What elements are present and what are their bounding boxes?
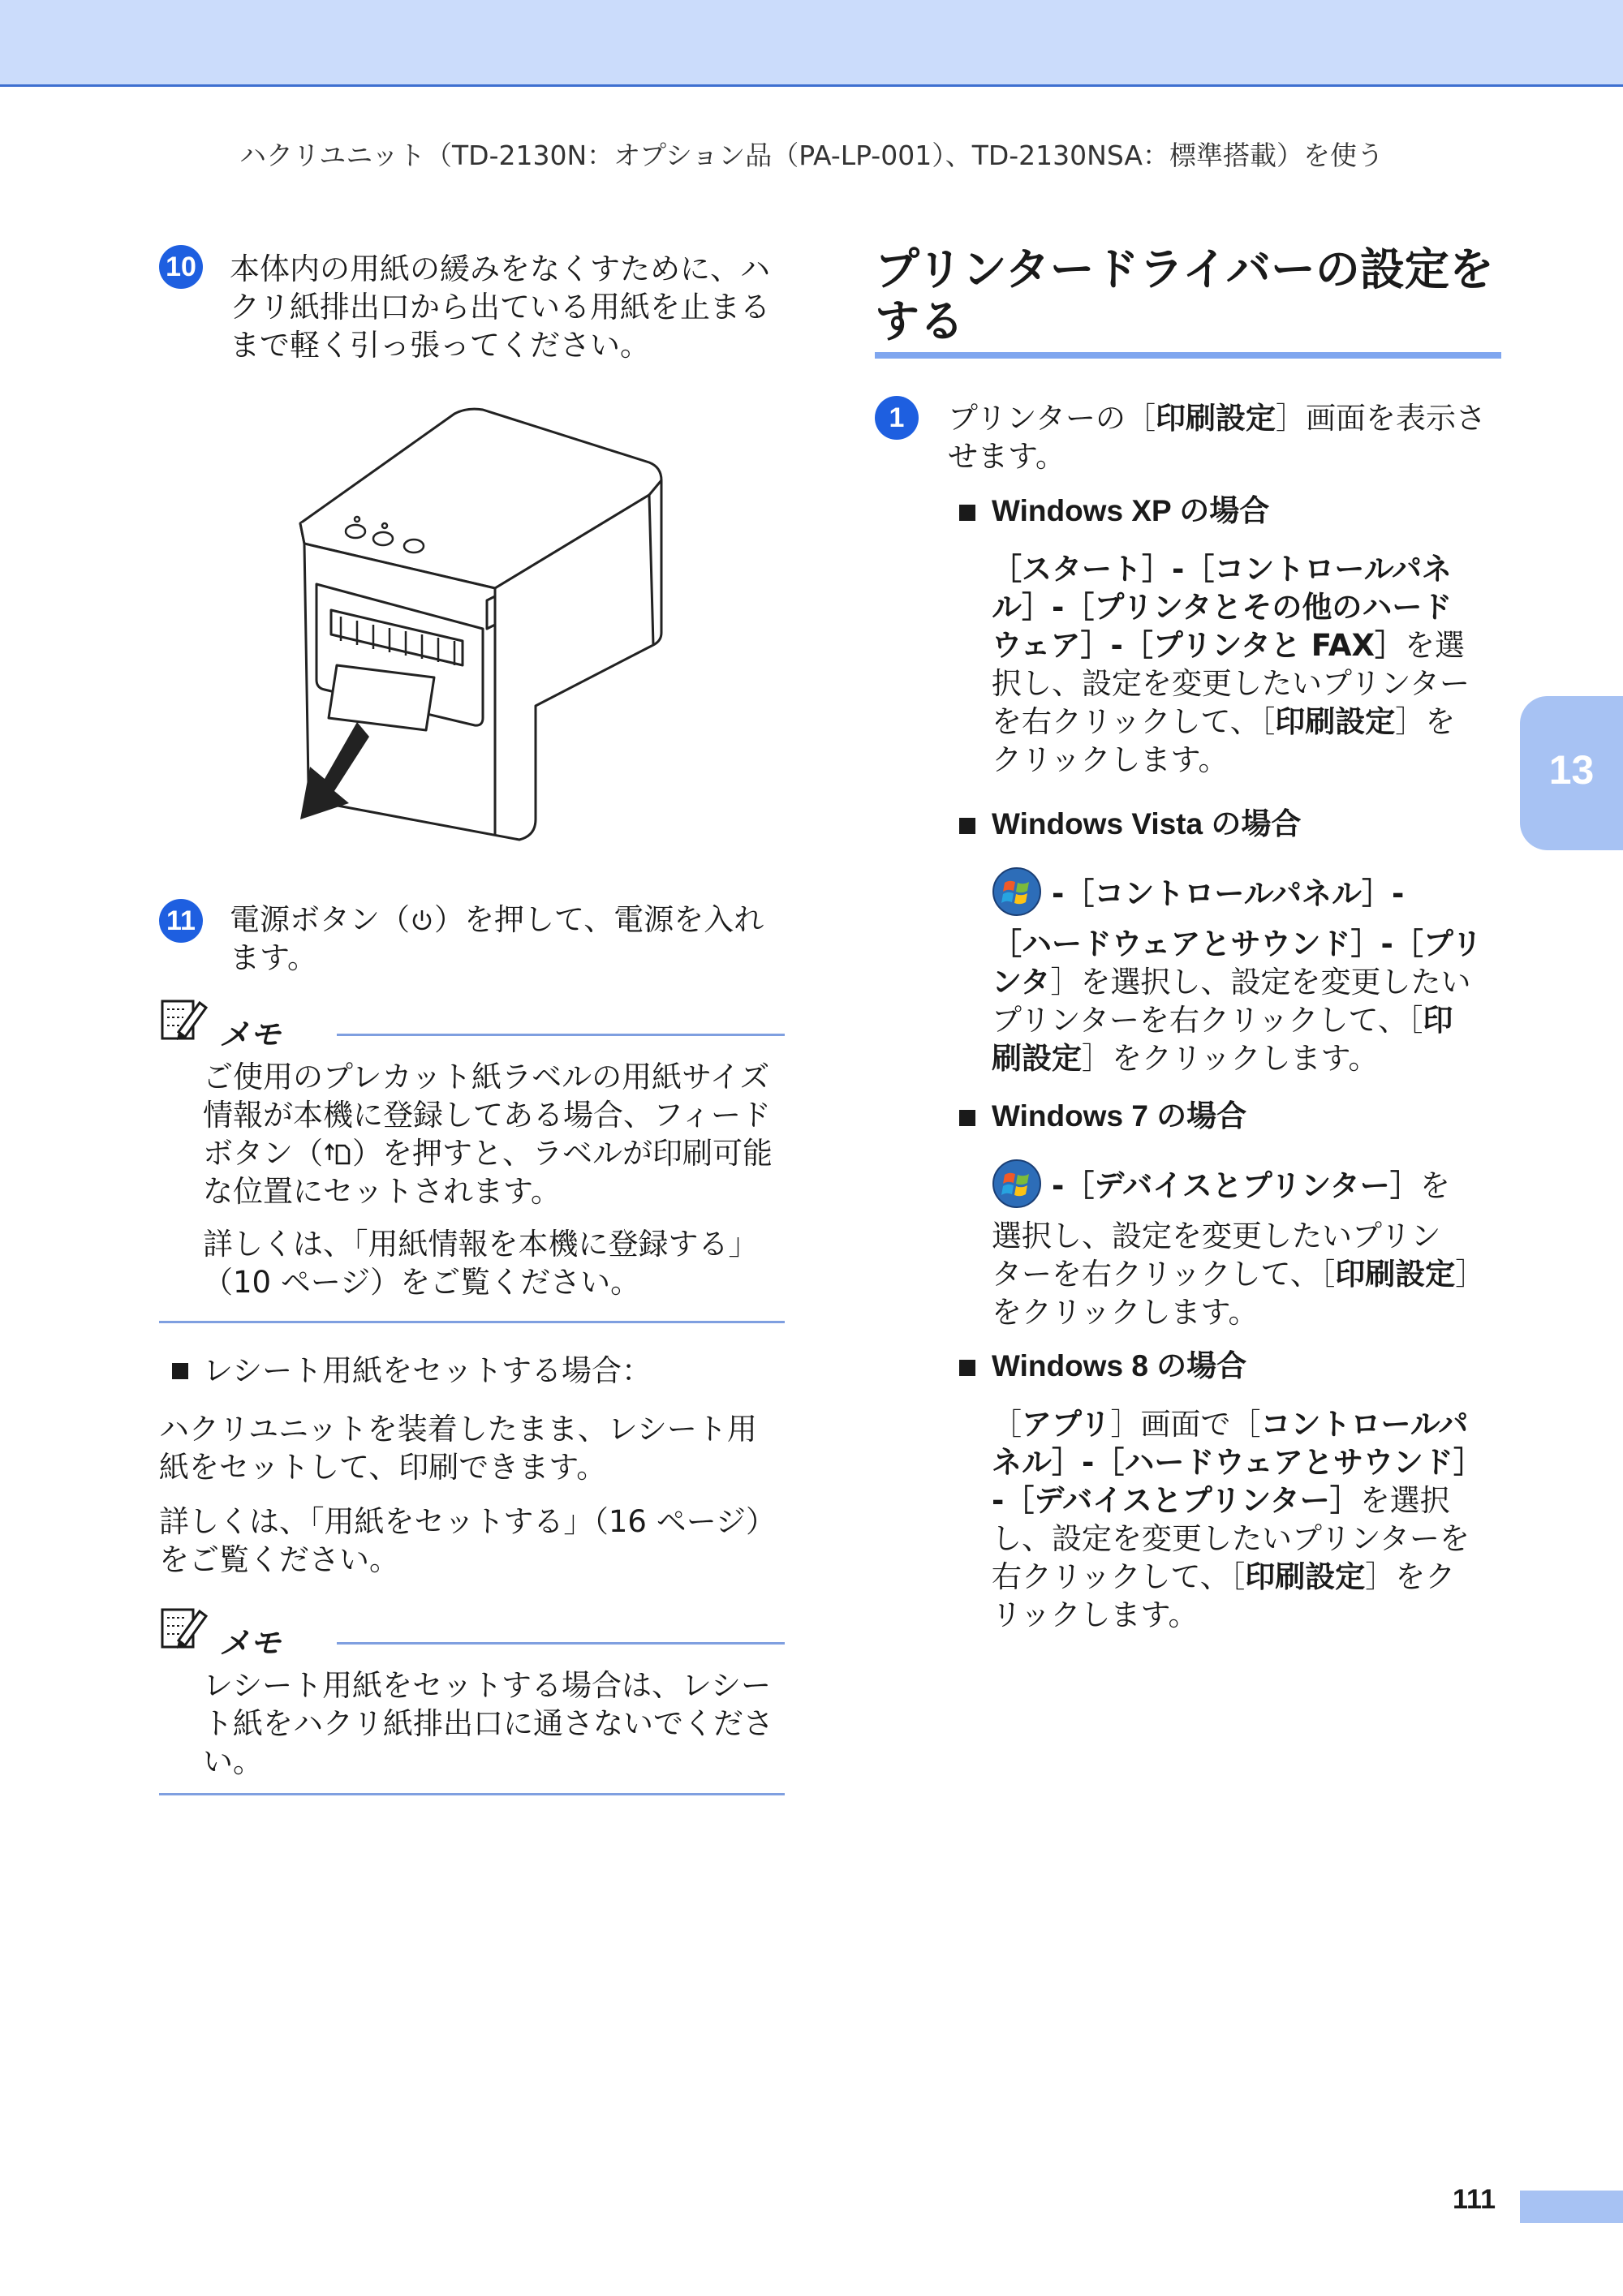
step1-text-bold: 印刷設定: [1156, 401, 1276, 436]
xp-line5c: ］を: [1395, 704, 1456, 739]
vista-line3b: ］を選択し、設定を変更したい: [1050, 965, 1471, 1000]
receipt-bullet: レシート用紙をセットする場合：: [203, 1353, 652, 1388]
win8-line6: リックします。: [992, 1597, 1199, 1632]
vista-line5a: 刷設定: [992, 1041, 1082, 1076]
memo1-bottom-rule: [159, 1321, 785, 1323]
memo1-para1-b: ）を押すと、ラベルが印刷可能な位置にセットされます。: [203, 1136, 773, 1209]
xp-line1: ［スタート］-［コントロールパネ: [992, 552, 1453, 587]
page-number: 111: [1453, 2184, 1496, 2215]
step1-text: [948, 399, 1508, 475]
windows-start-icon: [992, 1159, 1042, 1209]
win8-line5a: 右クリックして、［: [992, 1559, 1246, 1594]
vista-title: Windows Vista の場合: [992, 807, 1302, 841]
vista-line3a: ンタ: [992, 965, 1051, 1000]
bullet-square: [959, 1110, 975, 1126]
win7-line3b: 印刷設定: [1335, 1257, 1456, 1292]
win7-line1: [1052, 1167, 1450, 1205]
section-heading: プリンタードライバーの設定をする: [875, 243, 1494, 347]
memo1-para1-a: ご使用のプレカット紙ラベルの用紙サイズ情報が本機に登録してある場合、フィードボタン（: [203, 1060, 772, 1171]
step-number-1: 1: [875, 396, 919, 440]
win7-line1a: -［デバイスとプリンター］: [1052, 1168, 1420, 1203]
xp-text: [992, 550, 1519, 779]
vista-line4b: 印: [1423, 1003, 1453, 1038]
bullet-square: [959, 818, 975, 834]
win8-line3b: を選択: [1359, 1483, 1450, 1518]
win8-line3a: -［デバイスとプリンター］: [992, 1483, 1360, 1518]
win7-text: [992, 1217, 1519, 1331]
printer-illustration: [292, 398, 674, 852]
memo2-text: レシート用紙をセットする場合は、レシート紙をハクリ紙排出口に通さないでください。: [203, 1668, 773, 1779]
receipt-para1: ハクリユニットを装着したまま、レシート用紙をセットして、印刷できます。: [159, 1412, 757, 1485]
xp-line4: 択し、設定を変更したいプリンター: [992, 666, 1470, 701]
win8-text: [992, 1405, 1519, 1634]
step1-text-a: プリンターの［: [948, 401, 1156, 436]
step11-text: [230, 901, 781, 977]
feed-icon: [323, 1137, 352, 1163]
win8-line1c: ］画面で［: [1110, 1407, 1261, 1442]
win8-line1a: ［: [992, 1407, 1022, 1442]
win8-line5c: ］をク: [1365, 1559, 1456, 1594]
vista-text: [992, 925, 1519, 1077]
power-icon: [410, 904, 434, 930]
win7-line3a: ターを右クリックして、［: [992, 1257, 1336, 1292]
memo1-para2: 詳しくは、「用紙情報を本機に登録する」（10 ページ）をご覧ください。: [203, 1227, 759, 1300]
xp-line3b: を選: [1405, 628, 1465, 663]
win8-line1d: コントロールパ: [1260, 1407, 1469, 1442]
win8-line1b: アプリ: [1022, 1407, 1111, 1442]
win8-line5b: 印刷設定: [1245, 1559, 1366, 1594]
memo1-rule: [337, 1034, 785, 1036]
win7-line2: 選択し、設定を変更したいプリン: [992, 1219, 1441, 1253]
top-band: [0, 0, 1623, 87]
memo1-para1: [203, 1058, 787, 1210]
xp-line6: クリックします。: [992, 742, 1229, 777]
vista-line4a: プリンターを右クリックして、［: [992, 1003, 1423, 1038]
vista-line1-text: -［コントロールパネル］-: [1052, 876, 1405, 911]
memo2-rule: [337, 1642, 785, 1645]
step-number-11: 11: [159, 899, 203, 943]
step11-text-a: 電源ボタン（: [230, 902, 410, 937]
memo2-bottom-rule: [159, 1793, 785, 1795]
win7-title: Windows 7 の場合: [992, 1099, 1247, 1133]
step-number-10: 10: [159, 245, 203, 289]
win8-line4: し、設定を変更したいプリンターを: [992, 1521, 1470, 1556]
step10-text: 本体内の用紙の緩みをなくすために、ハクリ紙排出口から出ている用紙を止まるまで軽く引っ張ってください。: [230, 252, 770, 363]
page-number-bar: [1520, 2191, 1623, 2223]
xp-line5a: を右クリックして、［: [992, 704, 1276, 739]
windows-start-icon: [992, 866, 1042, 917]
win8-title: Windows 8 の場合: [992, 1349, 1247, 1382]
chapter-number: 13: [1548, 747, 1595, 793]
memo-note-icon: [159, 1605, 208, 1650]
memo2-title: メモ: [219, 1625, 282, 1661]
bullet-square: [172, 1363, 188, 1379]
win7-line3c: ］: [1455, 1257, 1486, 1292]
vista-line1: [1052, 875, 1404, 913]
bullet-square: [959, 505, 975, 521]
chapter-tab[interactable]: [1520, 696, 1623, 850]
heading-rule: [875, 352, 1501, 359]
bullet-square: [959, 1360, 975, 1376]
memo1-title: メモ: [219, 1017, 282, 1052]
vista-line5b: ］をクリックします。: [1082, 1041, 1379, 1076]
memo-note-icon: [159, 996, 208, 1042]
xp-line3a: ウェア］-［プリンタと FAX］: [992, 628, 1405, 663]
xp-line2: ル］-［プリンタとその他のハード: [992, 590, 1453, 625]
win8-line2: ネル］-［ハードウェアとサウンド］: [992, 1445, 1483, 1480]
step11-text-b: ）を押して、電源を入れます。: [230, 902, 764, 975]
win7-line4: をクリックします。: [992, 1295, 1259, 1330]
xp-title: Windows XP の場合: [992, 494, 1270, 527]
running-header: ハクリユニット（TD-2130N：オプション品（PA-LP-001）、TD-2130NSA：標準搭載）を使う: [239, 140, 1384, 171]
step1-text-c: ］画面を表示させます。: [948, 401, 1487, 474]
vista-line2: ［ハードウェアとサウンド］-［プリ: [992, 927, 1483, 961]
xp-line5b: 印刷設定: [1275, 704, 1396, 739]
win7-line1b: を: [1419, 1168, 1450, 1203]
receipt-para2: 詳しくは、「用紙をセットする」（16 ページ）をご覧ください。: [159, 1504, 776, 1577]
